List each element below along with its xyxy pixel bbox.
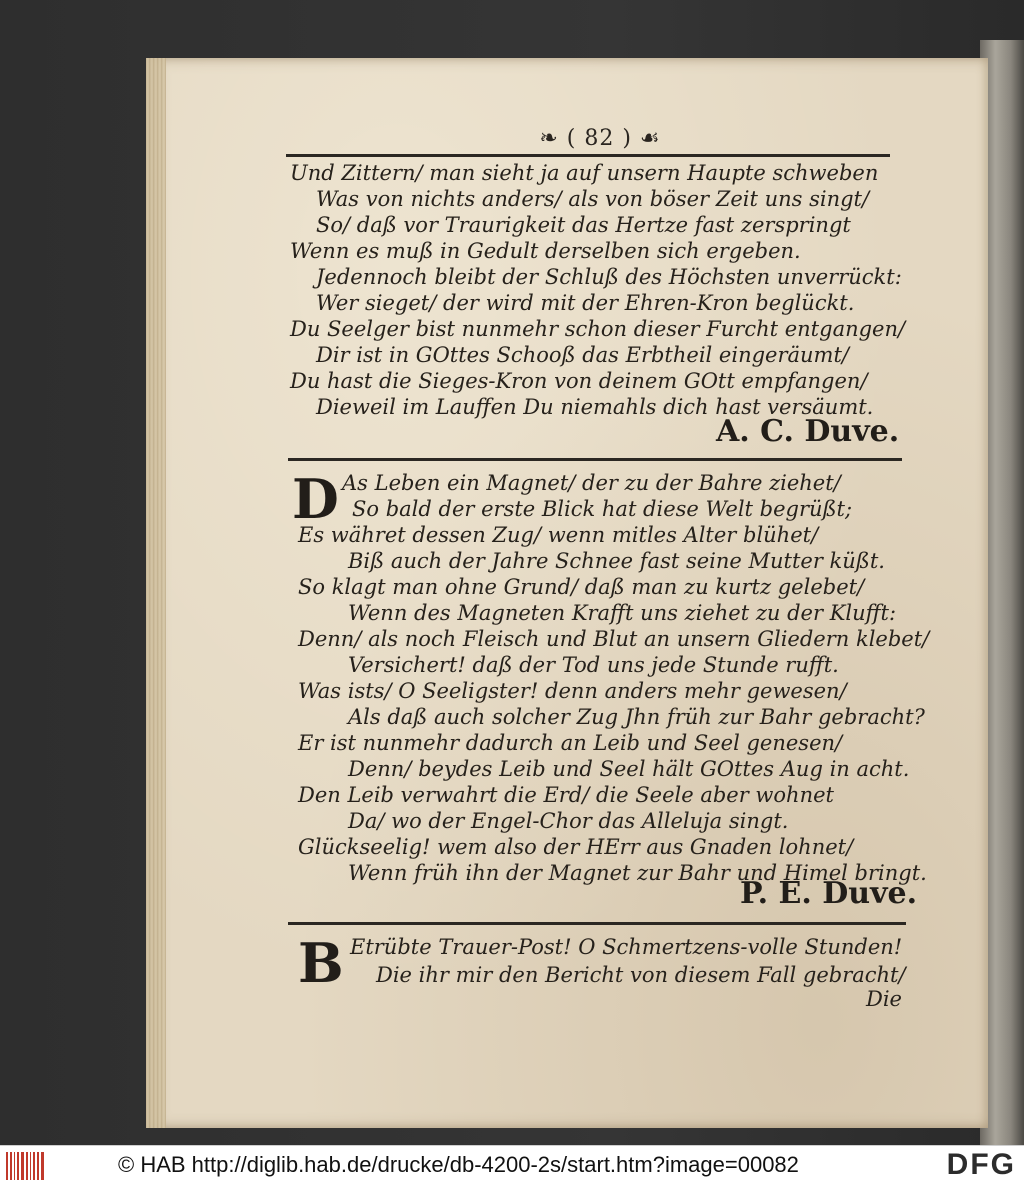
page-header: [500, 126, 700, 151]
poem2-line: Denn/ beydes Leib und Seel hält GOttes Aug in acht.: [348, 757, 910, 781]
dropcap-b: B: [298, 931, 344, 995]
ornament-left-icon: ❧: [539, 126, 559, 151]
poem1-line: Jedennoch bleibt der Schluß des Höchsten unverrückt:: [316, 265, 902, 289]
page-number: ( 82 ): [566, 126, 632, 151]
poem2-line: Was ists/ O Seeligster! denn anders mehr gewesen/: [298, 679, 847, 703]
section-rule: [288, 922, 906, 925]
poem2-line: Versichert! daß der Tod uns jede Stunde rufft.: [348, 653, 839, 677]
section-rule: [288, 458, 902, 461]
ornament-right-icon: ☙: [639, 126, 661, 151]
signature-2: P. E. Duve.: [740, 876, 918, 911]
poem2-line: So bald der erste Blick hat diese Welt begrüßt;: [352, 497, 853, 521]
poem2-line: Wenn früh ihn der Magnet zur Bahr und Himel bringt.: [348, 861, 927, 885]
poem2-line: Wenn des Magneten Krafft uns ziehet zu der Klufft:: [348, 601, 897, 625]
poem1-line: Dieweil im Lauffen Du niemahls dich hast versäumt.: [316, 395, 874, 419]
poem2-line: Denn/ als noch Fleisch und Blut an unsern Gliedern klebet/: [298, 627, 930, 651]
signature-1: A. C. Duve.: [716, 414, 900, 449]
catchword: Die: [866, 987, 902, 1011]
footer-credit[interactable]: © HAB http://diglib.hab.de/drucke/db-4200-2s/start.htm?image=00082: [118, 1152, 799, 1177]
poem2-line: Er ist nunmehr dadurch an Leib und Seel genesen/: [298, 731, 843, 755]
poem3-line: Etrübte Trauer-Post! O Schmertzens-volle Stunden!: [350, 935, 903, 959]
poem1-line: Wenn es muß in Gedult derselben sich ergeben.: [290, 239, 801, 263]
poem1-line: Was von nichts anders/ als von böser Zeit uns singt/: [316, 187, 870, 211]
poem2-line: Glückseelig! wem also der HErr aus Gnaden lohnet/: [298, 835, 854, 859]
poem1-line: Und Zittern/ man sieht ja auf unsern Haupte schweben: [290, 161, 879, 185]
poem2-line: Biß auch der Jahre Schnee fast seine Mutter küßt.: [348, 549, 885, 573]
dfg-logo: DFG: [946, 1148, 1016, 1181]
poem3-line: Die ihr mir den Bericht von diesem Fall gebracht/: [376, 963, 906, 987]
header-rule: [286, 154, 890, 157]
poem1-line: Wer sieget/ der wird mit der Ehren-Kron beglückt.: [316, 291, 855, 315]
poem2-line: Es währet dessen Zug/ wenn mitles Alter blühet/: [298, 523, 819, 547]
poem2-line: As Leben ein Magnet/ der zu der Bahre ziehet/: [342, 471, 841, 495]
poem1-line: So/ daß vor Traurigkeit das Hertze fast zerspringt: [316, 213, 851, 237]
poem1-line: Du hast die Sieges-Kron von deinem GOtt empfangen/: [290, 369, 868, 393]
dropcap-d: D: [292, 467, 339, 531]
poem2-line: Den Leib verwahrt die Erd/ die Seele aber wohnet: [298, 783, 834, 807]
hab-barcode-icon: [6, 1152, 46, 1180]
poem2-line: Da/ wo der Engel-Chor das Alleluja singt.: [348, 809, 789, 833]
poem1-line: Dir ist in GOttes Schooß das Erbtheil eingeräumt/: [316, 343, 849, 367]
poem2-line: Als daß auch solcher Zug Jhn früh zur Bahr gebracht?: [348, 705, 925, 729]
poem1-line: Du Seelger bist nunmehr schon dieser Furcht entgangen/: [290, 317, 906, 341]
poem2-line: So klagt man ohne Grund/ daß man zu kurtz gelebet/: [298, 575, 865, 599]
page-stack-edge: [146, 58, 166, 1128]
